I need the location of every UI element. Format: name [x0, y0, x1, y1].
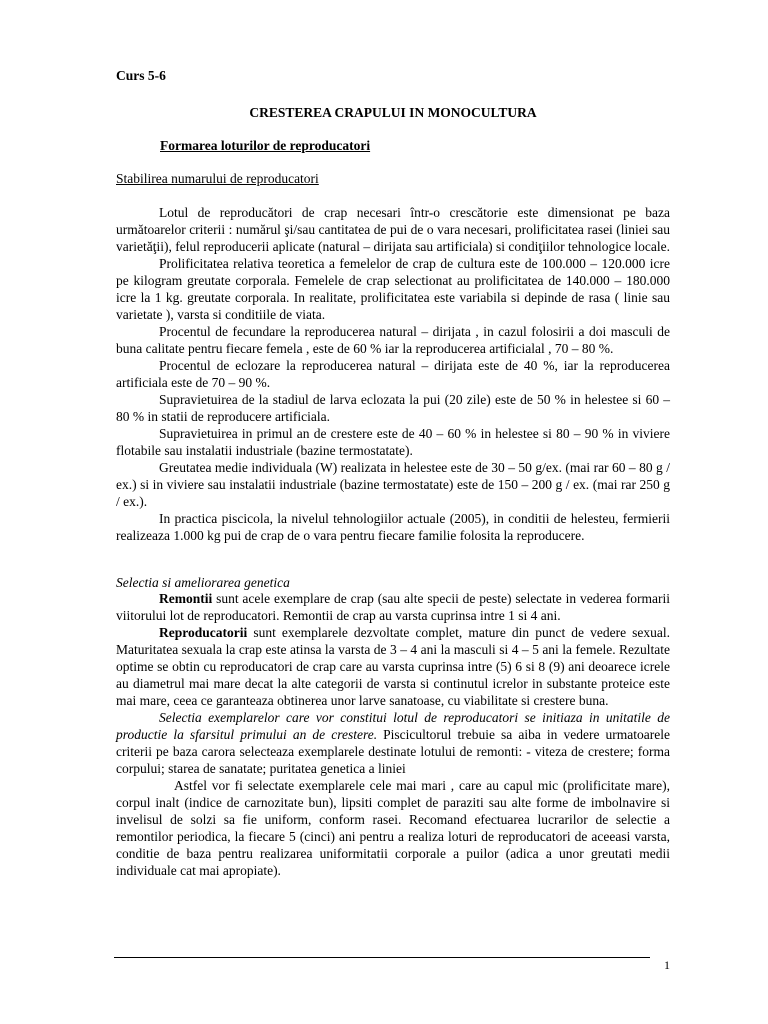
- page-number: 1: [664, 958, 670, 972]
- section-heading-selectia: Selectia si ameliorarea genetica: [116, 575, 290, 590]
- document-title: CRESTEREA CRAPULUI IN MONOCULTURA: [249, 105, 537, 120]
- paragraph-reproducatorii: [116, 624, 670, 709]
- remontii-definition: sunt acele exemplare de crap (sau alte specii de peste) selectate in vederea formarii viitorului lot de reproducatori. Remontii de crap au varsta cuprinsa intre 1 si 4 ani.: [116, 591, 670, 623]
- reproducatorii-definition: sunt exemplarele dezvoltate complet, mature din punct de vedere sexual. Maturitatea sexuala la crap este atinsa la varsta de 3 – 4 ani la masculi si 4 – 5 ani la femele. Rezultate optime se obtin cu reproducatori de crap care au varsta cuprinsa intre (5) 6 si 8 (9) ani deoarece icrele au diametrul mai mare decat la alte categorii de varsta si continutul icrelor in substante proteice este mai mare, ceea ce garanteaza obtinerea unor larve sanatoase, cu viabilitate si crestere buna.: [116, 625, 670, 708]
- paragraph-final: Astfel vor fi selectate exemplarele cele mai mari , care au capul mic (prolificitate mare), corpul inalt (indice de carnozitate bun), lipsiti complet de paraziti sau alte forme de imbolnavire si invelisul de solzi sa fie uniform, conform rasei. Recomand efectuarea lucrarilor de selectie a remontilor periodica, la fiecare 5 (cinci) ani pentru a realiza loturi de reproducatori de aceeasi varsta, conditie de baza pentru realizarea uniformitatii corporale a puilor (adica a unor greutati medii individuale cat mai apropiate).: [116, 778, 670, 878]
- paragraph-remontii: [116, 590, 670, 624]
- term-remontii: Remontii: [159, 591, 213, 606]
- course-label: Curs 5-6: [116, 68, 166, 83]
- paragraph: Procentul de fecundare la reproducerea natural – dirijata , in cazul folosirii a doi masculi de buna calitate pentru fiecare femela , este de 60 % iar la reproducerea artificialal , 70 – 80 %.: [116, 324, 670, 356]
- paragraph-selectia: [116, 709, 670, 777]
- document-subtitle: Formarea loturilor de reproducatori: [160, 138, 371, 153]
- paragraph: In practica piscicola, la nivelul tehnologiilor actuale (2005), in conditii de helesteu, fermierii realizeaza 1.000 kg pui de crap de o vara pentru fiecare familie folosita la reproducere.: [116, 511, 670, 543]
- paragraph: Prolificitatea relativa teoretica a femelelor de crap de cultura este de 100.000 – 120.000 icre pe kilogram greutate corporala. Femelele de crap selectionat au prolificitatea de 140.000 – 180.000 icre la 1 kg. greutate corporala. In realitate, prolificitatea este variabila si depinde de rasa ( linie sau varietate ), varsta si conditiile de viata.: [116, 256, 670, 322]
- selectia-emphasis: Selectia exemplarelor care vor constitui lotul de reproducatori se initiaza in unitatile de productie la sfarsitul primului an de crestere.: [116, 710, 670, 742]
- paragraph: Lotul de reproducători de crap necesari într-o crescătorie este dimensionat pe baza următoarelor criterii : numărul şi/sau cantitatea de pui de o vara necesari, prolificitatea rasei (liniei sau varietăţii), felul reproducerii aplicate (natural – dirijata sau artificiala) si condiţiilor tehnologice locale.: [116, 205, 671, 254]
- section-body-selectia: [116, 590, 670, 879]
- term-reproducatorii: Reproducatorii: [159, 625, 248, 640]
- footer-divider: [114, 957, 650, 958]
- paragraph: Procentul de eclozare la reproducerea natural – dirijata este de 40 %, iar la reproducerea artificiala este de 70 – 90 %.: [116, 358, 670, 390]
- section-body-numar-reproducatori: [116, 204, 670, 544]
- selectia-criteria: Piscicultorul trebuie sa aiba in vedere urmatoarele criterii pe baza carora selecteaza exemplarele destinate lotului de remonti: - viteza de crestere; forma corpului; starea de sanatate; puritatea genetica a liniei: [116, 727, 671, 776]
- paragraph: Supravietuirea in primul an de crestere este de 40 – 60 % in helestee si 80 – 90 % in viviere flotabile sau instalatii industriale (bazine termostatate).: [116, 426, 670, 458]
- paragraph: Supravietuirea de la stadiul de larva eclozata la pui (20 zile) este de 50 % in helestee si 60 – 80 % in statii de reproducere artificiala.: [116, 392, 670, 424]
- paragraph: Greutatea medie individuala (W) realizata in helestee este de 30 – 50 g/ex. (mai rar 60 – 80 g / ex.) si in viviere sau instalatii industriale (bazine termostatate) este de 150 – 200 g / ex. (mai rar 250 g / ex.).: [116, 460, 670, 509]
- section-heading-numar-reproducatori: Stabilirea numarului de reproducatori: [116, 171, 319, 186]
